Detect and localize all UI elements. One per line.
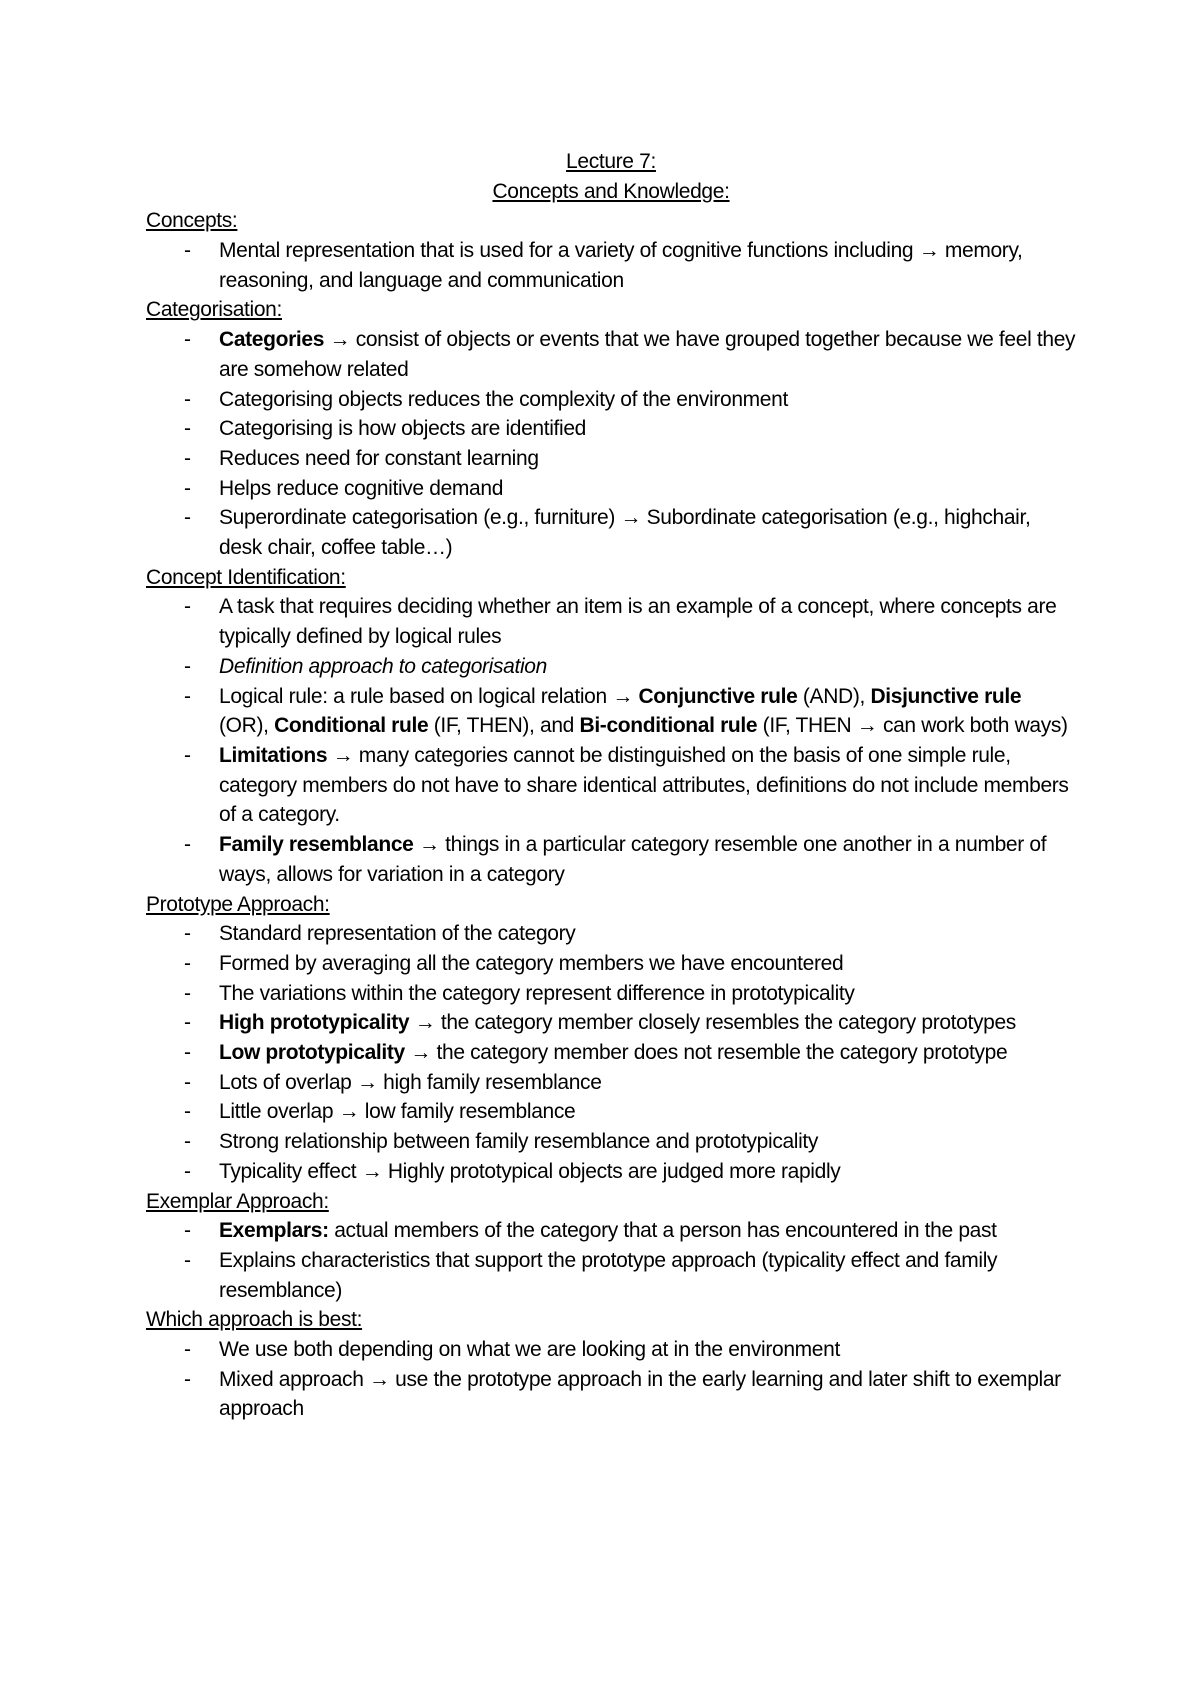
bullet-text: A task that requires deciding whether an item is an example of a concept, where concepts are typically defined by logical rules <box>219 595 1057 649</box>
bullet-text: (IF, THEN <box>757 714 857 738</box>
bullet-text: (IF, THEN), and <box>428 714 580 738</box>
bullet-text: the category member does not resemble the category prototype <box>431 1041 1008 1064</box>
arrow-icon: → <box>369 1367 390 1391</box>
bullet-item <box>146 592 1076 651</box>
bullet-text: (AND), <box>797 684 871 708</box>
section-heading-concepts: Concepts: <box>146 209 238 233</box>
bullet-dash: - <box>184 922 191 946</box>
bullet-dash: - <box>184 1041 191 1064</box>
bullet-text: We use both depending on what we are looking at in the environment <box>219 1338 840 1361</box>
section-categorisation <box>146 295 1076 562</box>
arrow-icon: → <box>856 714 878 738</box>
arrow-icon: → <box>329 328 351 352</box>
key-term: Family resemblance <box>219 833 414 857</box>
bullet-list <box>146 325 1076 563</box>
bullet-text: low family resemblance <box>359 1100 576 1124</box>
bullet-list <box>146 919 1076 1186</box>
bullet-dash: - <box>184 239 191 263</box>
bullet-item <box>146 1097 1076 1127</box>
bullet-text: Lots of overlap <box>219 1070 357 1094</box>
key-term: Low prototypicality <box>219 1041 405 1064</box>
bullet-text: Typicality effect <box>219 1159 362 1183</box>
bullet-text: consist of objects or events that we have grouped together because we feel they are somehow related <box>219 328 1076 381</box>
bullet-dash: - <box>184 1159 191 1183</box>
bullet-item <box>146 1365 1076 1424</box>
bullet-list <box>146 592 1076 889</box>
section-heading-categorisation: Categorisation: <box>146 298 282 322</box>
section-exemplar-approach <box>146 1187 1076 1306</box>
bullet-text: Formed by averaging all the category members we have encountered <box>219 951 844 975</box>
arrow-icon: → <box>357 1070 378 1094</box>
bullet-text: Categorising objects reduces the complexity of the environment <box>219 387 788 411</box>
bullet-dash: - <box>184 417 191 441</box>
bullet-text: Helps reduce cognitive demand <box>219 476 504 500</box>
document-content <box>146 147 1076 1424</box>
key-term: Exemplars: <box>219 1219 329 1243</box>
bullet-text: actual members of the category that a person has encountered in the past <box>328 1219 997 1243</box>
bullet-item <box>146 741 1076 830</box>
arrow-icon: → <box>414 1011 436 1035</box>
bullet-text: Categorising is how objects are identified <box>219 417 587 441</box>
bullet-text: The variations within the category represent difference in prototypicality <box>219 981 855 1005</box>
section-heading-which-approach-is-best: Which approach is best: <box>146 1308 363 1332</box>
bullet-dash: - <box>184 1367 191 1391</box>
bullet-item <box>146 1068 1076 1098</box>
section-concepts <box>146 206 1076 295</box>
section-heading-exemplar-approach: Exemplar Approach: <box>146 1189 329 1213</box>
bullet-text: Strong relationship between family resemblance and prototypicality <box>219 1130 819 1154</box>
bullet-text: Little overlap <box>219 1100 339 1124</box>
bullet-item <box>146 1335 1076 1365</box>
bullet-item <box>146 1157 1076 1187</box>
bullet-item <box>146 444 1076 474</box>
bullet-text: Reduces need for constant learning <box>219 446 539 470</box>
bullet-dash: - <box>184 506 191 530</box>
bullet-item <box>146 1246 1076 1305</box>
key-term: Bi-conditional rule <box>579 714 758 738</box>
bullet-dash: - <box>184 1011 191 1035</box>
bullet-item <box>146 830 1076 889</box>
bullet-dash: - <box>184 684 191 708</box>
bullet-item <box>146 1008 1076 1038</box>
bullet-text: things in a particular category resemble one another in a number of ways, allows for variation in a category <box>219 833 1047 886</box>
bullet-list <box>146 1335 1076 1424</box>
bullet-dash: - <box>184 595 191 619</box>
emphasis-text: Definition approach to categorisation <box>219 654 547 678</box>
key-term: Conditional rule <box>274 714 429 738</box>
bullet-dash: - <box>184 446 191 470</box>
arrow-icon: → <box>612 684 633 708</box>
section-heading-prototype-approach: Prototype Approach: <box>146 892 330 916</box>
section-concept-identification <box>146 563 1076 890</box>
bullet-text: Standard representation of the category <box>219 922 576 946</box>
bullet-item <box>146 682 1076 741</box>
arrow-icon: → <box>620 506 642 530</box>
bullet-dash: - <box>184 1248 191 1272</box>
section-heading-concept-identification: Concept Identification: <box>146 565 346 589</box>
bullet-text: can work both ways) <box>877 714 1068 738</box>
bullet-list <box>146 236 1076 295</box>
bullet-text: Mixed approach <box>219 1367 370 1391</box>
bullet-dash: - <box>184 833 191 857</box>
bullet-item <box>146 1038 1076 1068</box>
bullet-item <box>146 503 1076 562</box>
bullet-item <box>146 1216 1076 1246</box>
bullet-text: Mental representation that is used for a variety of cognitive functions including <box>219 239 919 263</box>
bullet-dash: - <box>184 654 191 678</box>
bullet-text: many categories cannot be distinguished on the basis of one simple rule, category members do not have to share identical attributes, definitions do not include members of a category. <box>219 743 1069 827</box>
bullet-item <box>146 474 1076 504</box>
arrow-icon: → <box>410 1041 432 1064</box>
bullet-item <box>146 1127 1076 1157</box>
bullet-text: the category member closely resembles the category prototypes <box>435 1011 1016 1035</box>
arrow-icon: → <box>332 743 354 767</box>
key-term: Disjunctive rule <box>870 684 1022 708</box>
bullet-text: Logical rule: a rule based on logical relation <box>219 684 613 708</box>
bullet-item <box>146 325 1076 384</box>
section-prototype-approach <box>146 890 1076 1187</box>
key-term: Limitations <box>219 743 328 767</box>
bullet-text: Subordinate categorisation (e.g., highchair, desk chair, coffee table…) <box>219 506 1031 560</box>
bullet-dash: - <box>184 981 191 1005</box>
bullet-item <box>146 979 1076 1009</box>
arrow-icon: → <box>418 833 440 857</box>
bullet-dash: - <box>184 1100 191 1124</box>
bullet-item <box>146 414 1076 444</box>
section-which-approach-is-best <box>146 1305 1076 1424</box>
key-term: Conjunctive rule <box>638 684 798 708</box>
arrow-icon: → <box>338 1100 360 1124</box>
arrow-icon: → <box>361 1159 383 1183</box>
bullet-dash: - <box>184 743 191 767</box>
bullet-dash: - <box>184 1219 191 1243</box>
bullet-dash: - <box>184 476 191 500</box>
lecture-number-title: Lecture 7: <box>566 150 656 173</box>
key-term: Categories <box>219 328 325 352</box>
key-term: High prototypicality <box>219 1011 410 1035</box>
bullet-dash: - <box>184 1130 191 1154</box>
bullet-dash: - <box>184 387 191 411</box>
bullet-dash: - <box>184 1070 191 1094</box>
bullet-dash: - <box>184 1338 191 1361</box>
bullet-text: Highly prototypical objects are judged more rapidly <box>382 1159 841 1183</box>
arrow-icon: → <box>918 239 940 263</box>
notes-body <box>146 206 1076 1424</box>
bullet-dash: - <box>184 328 191 352</box>
lecture-topic-title: Concepts and Knowledge: <box>492 179 730 203</box>
bullet-text: high family resemblance <box>377 1070 602 1094</box>
bullet-item <box>146 236 1076 295</box>
bullet-text: Superordinate categorisation (e.g., furniture) <box>219 506 621 530</box>
bullet-dash: - <box>184 951 191 975</box>
bullet-text: use the prototype approach in the early learning and later shift to exemplar approach <box>219 1367 1061 1421</box>
bullet-item <box>146 652 1076 682</box>
bullet-item <box>146 949 1076 979</box>
bullet-text: Explains characteristics that support the prototype approach (typicality effect and family resemblance) <box>219 1248 998 1302</box>
bullet-item <box>146 919 1076 949</box>
bullet-item <box>146 385 1076 415</box>
bullet-text: memory, reasoning, and language and communication <box>219 239 1023 292</box>
bullet-text: (OR), <box>219 714 275 738</box>
bullet-list <box>146 1216 1076 1305</box>
